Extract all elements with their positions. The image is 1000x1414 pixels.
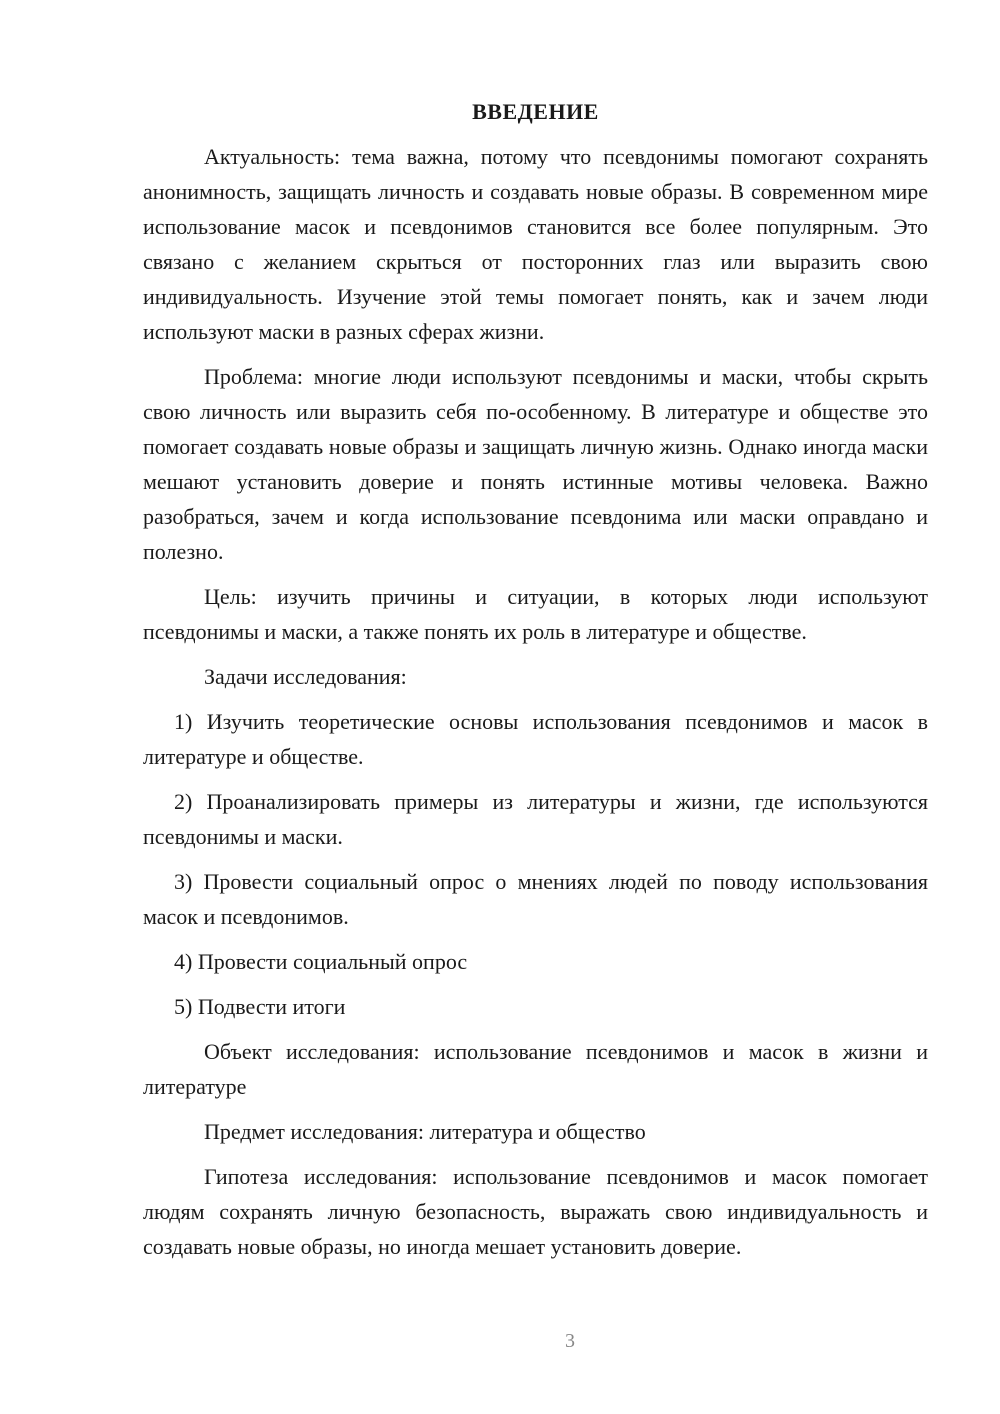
page-title: ВВЕДЕНИЕ [472, 99, 599, 124]
task-item-3: 3) Провести социальный опрос о мнениях людей по поводу использования масок и псевдонимов. [143, 869, 928, 929]
task-item-1: 1) Изучить теоретические основы использования псевдонимов и масок в литературе и обществе. [143, 709, 928, 769]
paragraph-tasks-heading: Задачи исследования: [204, 664, 407, 689]
task-item-5: 5) Подвести итоги [174, 994, 346, 1019]
paragraph-goal: Цель: изучить причины и ситуации, в которых люди используют псевдонимы и маски, а также понять их роль в литературе и обществе. [143, 584, 928, 644]
paragraph-problem: Проблема: многие люди используют псевдонимы и маски, чтобы скрыть свою личность или выразить себя по-особенному. В литературе и обществе это помогает создавать новые образы и защищать личную жизнь. Однако иногда маски мешают установить доверие и понять истинные мотивы человека. Важно разобраться, зачем и когда использование псевдонима или маски оправдано и полезно. [143, 364, 928, 564]
task-item-2: 2) Проанализировать примеры из литературы и жизни, где используются псевдонимы и маски. [143, 789, 928, 849]
paragraph-relevance: Актуальность: тема важна, потому что псевдонимы помогают сохранять анонимность, защищать личность и создавать новые образы. В современном мире использование масок и псевдонимов становится все более популярным. Это связано с желанием скрыться от посторонних глаз или выразить свою индивидуальность. Изучение этой темы помогает понять, как и зачем люди используют маски в разных сферах жизни. [143, 144, 928, 344]
page-number: 3 [565, 1330, 575, 1352]
document-body [143, 94, 928, 1274]
task-item-4: 4) Провести социальный опрос [174, 949, 468, 974]
paragraph-hypothesis: Гипотеза исследования: использование псевдонимов и масок помогает людям сохранять личную безопасность, выражать свою индивидуальность и создавать новые образы, но иногда мешает установить доверие. [143, 1164, 928, 1259]
paragraph-subject: Предмет исследования: литература и общество [204, 1119, 646, 1144]
paragraph-object: Объект исследования: использование псевдонимов и масок в жизни и литературе [143, 1039, 928, 1099]
